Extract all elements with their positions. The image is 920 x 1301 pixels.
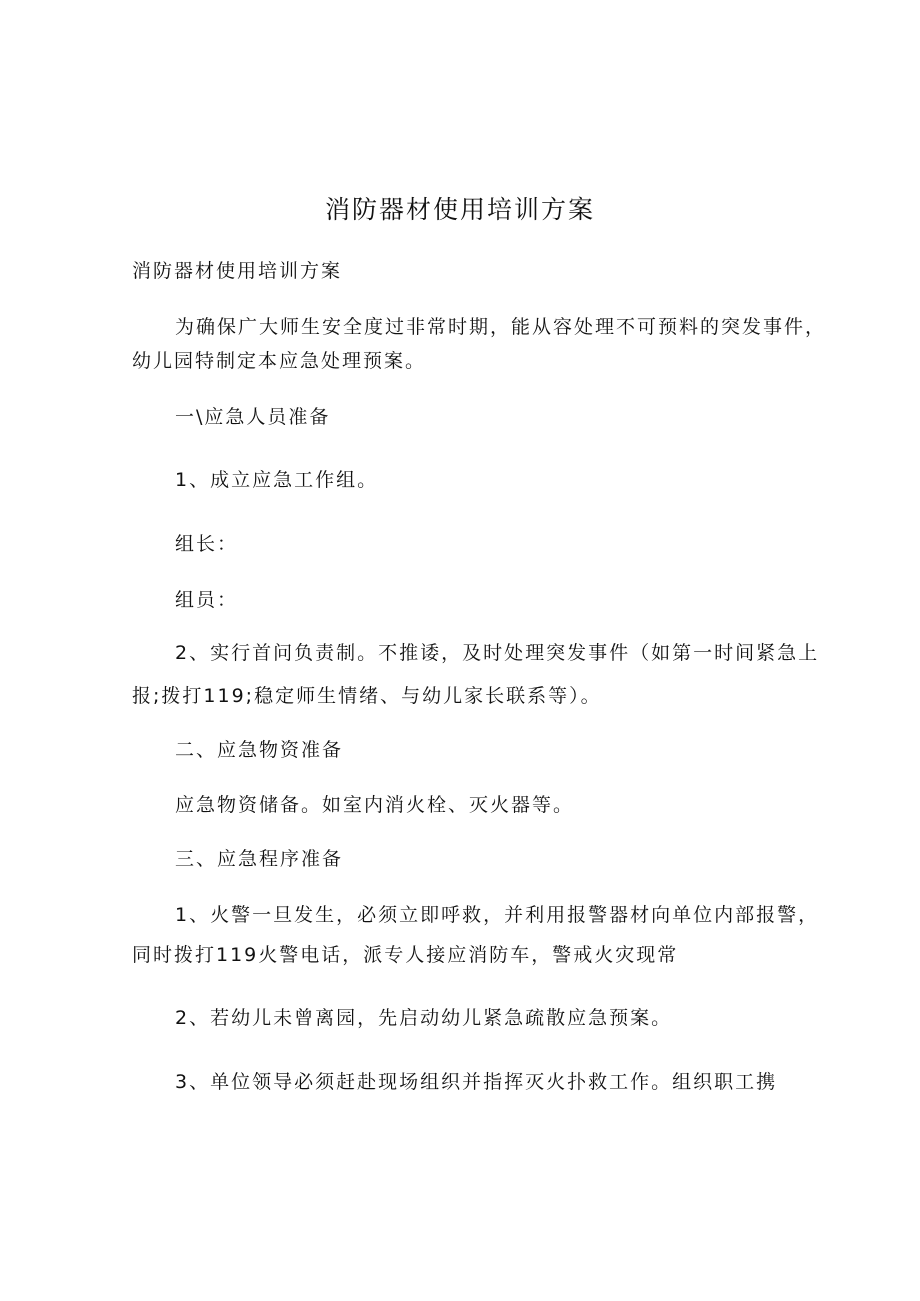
section-1-heading: 一\应急人员准备 xyxy=(175,406,331,428)
group-member-label: 组员： xyxy=(175,589,239,611)
document-title: 消防器材使用培训方案 xyxy=(324,195,595,224)
intro-paragraph-line-1: 为确保广大师生安全度过非常时期，能从容处理不可预料的突发事件， xyxy=(175,316,827,338)
section-3-heading: 三、应急程序准备 xyxy=(175,848,344,870)
section-3-item-2: 2、若幼儿未曾离园，先启动幼儿紧急疏散应急预案。 xyxy=(175,1007,673,1029)
section-1-item-2-line-2: 报;拨打119;稳定师生情绪、与幼儿家长联系等）。 xyxy=(132,685,602,707)
section-3-item-1-line-2: 同时拨打119火警电话，派专人接应消防车，警戒火灾现常 xyxy=(132,944,679,966)
section-2-heading: 二、应急物资准备 xyxy=(175,739,344,761)
document-subtitle: 消防器材使用培训方案 xyxy=(132,260,343,282)
section-1-item-2-line-1: 2、实行首问负责制。不推诿，及时处理突发事件（如第一时间紧急上 xyxy=(175,642,820,664)
section-1-item-1: 1、成立应急工作组。 xyxy=(175,469,379,491)
group-leader-label: 组长： xyxy=(175,533,239,555)
intro-paragraph-line-2: 幼儿园特制定本应急处理预案。 xyxy=(132,350,427,372)
section-3-item-3: 3、单位领导必须赶赴现场组织并指挥灭火扑救工作。组织职工携 xyxy=(175,1071,778,1093)
section-2-text: 应急物资储备。如室内消火栓、灭火器等。 xyxy=(175,794,575,816)
section-3-item-1-line-1: 1、火警一旦发生，必须立即呼救，并利用报警器材向单位内部报警， xyxy=(175,904,820,926)
